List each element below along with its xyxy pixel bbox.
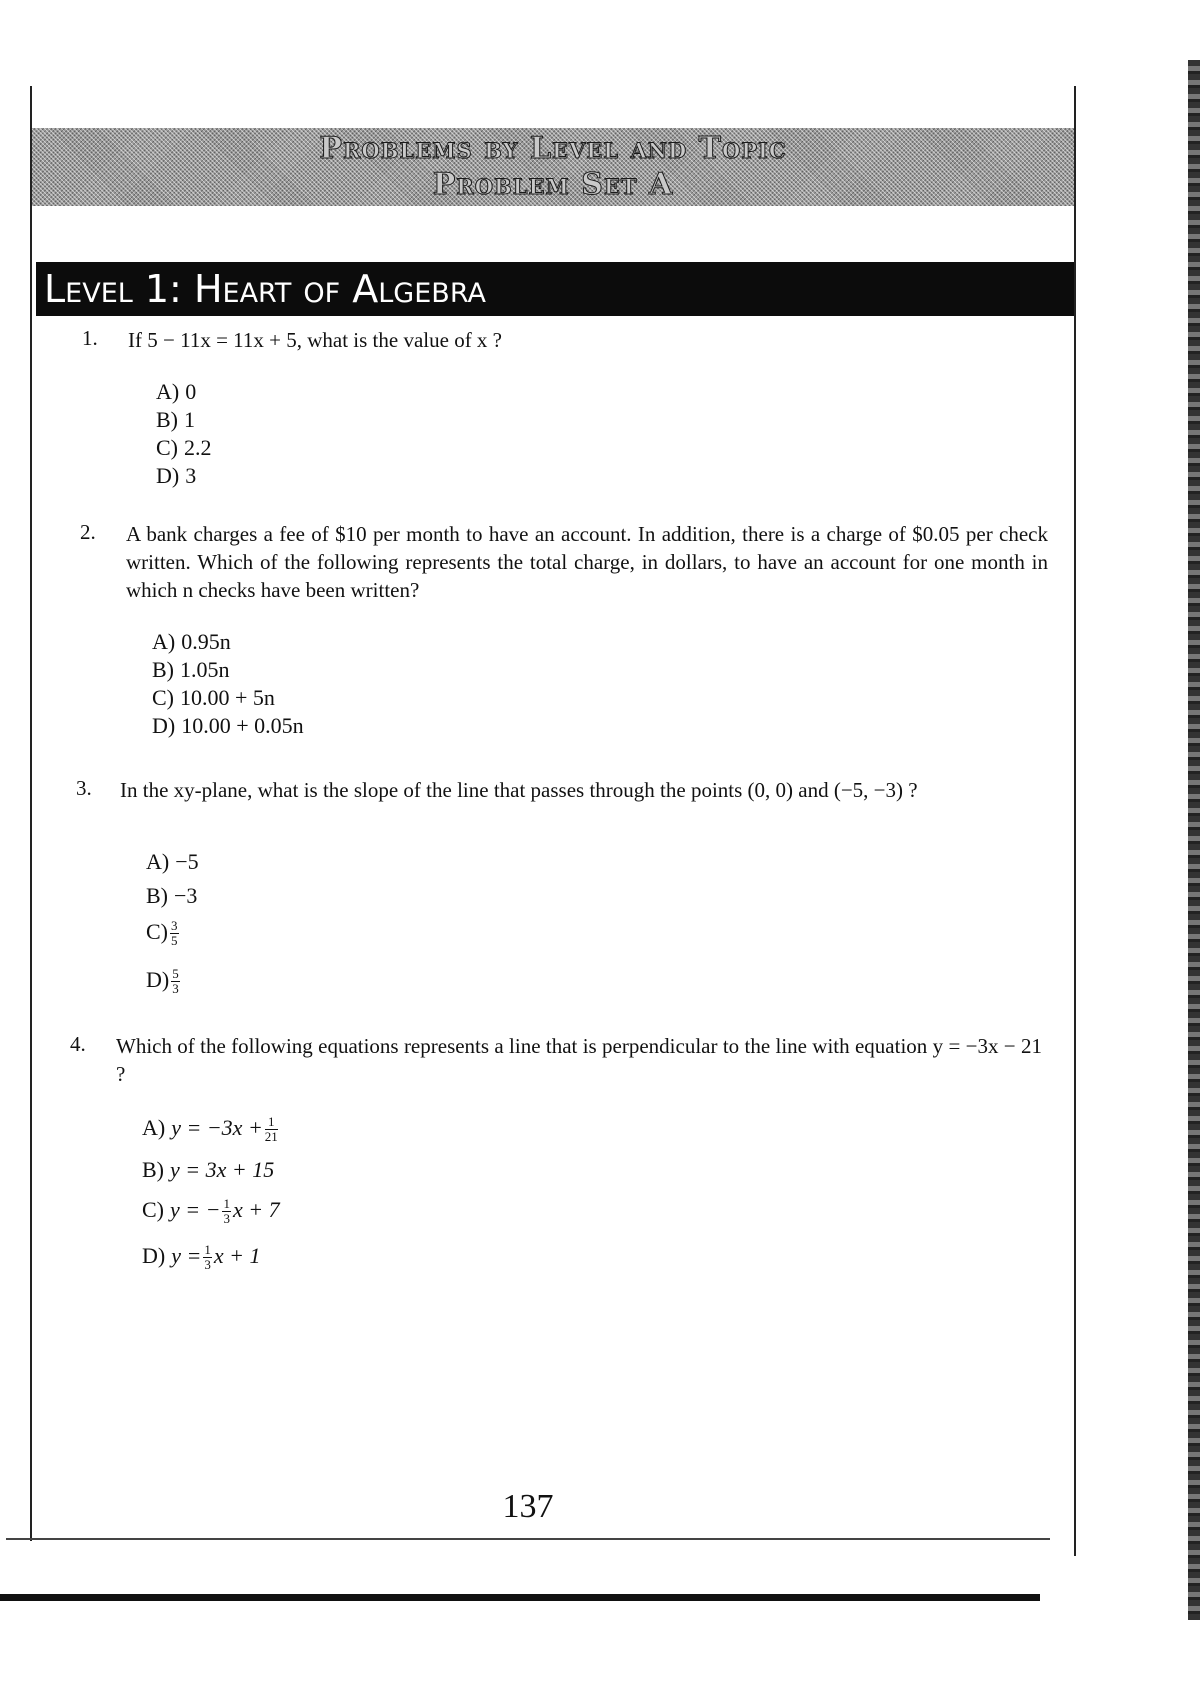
question-text: In the xy-plane, what is the slope of the line that passes through the points (0, 0) and (−5, −3) ?: [120, 778, 918, 802]
question-text: A bank charges a fee of $10 per month to have an account. In addition, there is a charge of $0.05 per check written. Which of the following represents the total charge, in dollars, to have an account for one month in which n checks have been written?: [126, 522, 1048, 602]
question-number: 4.: [70, 1032, 86, 1056]
answer-option: C) $\frac{3}{5}$: [146, 918, 178, 949]
page-frame-bottom: [6, 1538, 1050, 1540]
page-frame-left: [30, 86, 32, 1541]
bottom-rule: [0, 1594, 1040, 1601]
question-text-pre: If: [128, 328, 148, 352]
answer-option: C) 10.00 + 5n: [152, 685, 275, 710]
question-text: Which of the following equations represents a line that is perpendicular to the line with equation y = −3x − 21 ?: [116, 1034, 1042, 1086]
page-frame-right: [1074, 86, 1076, 1556]
answer-option: C) 2.2: [156, 435, 212, 460]
answer-option: B) 1.05n: [152, 657, 230, 682]
answer-option: A) −5: [146, 849, 199, 874]
answer-option: A) 0: [156, 379, 197, 404]
fraction: $\frac{3}{5}$: [171, 918, 178, 949]
answer-option: D) y = $\frac{1}{3}$ x + 1: [142, 1242, 261, 1273]
question-number: 2.: [80, 520, 96, 544]
question-text-post: , what is the value of x ?: [296, 328, 503, 352]
fraction: $\frac{1}{21}$: [264, 1114, 278, 1145]
question-number: 3.: [76, 776, 92, 800]
answer-option: D) 3: [156, 463, 197, 488]
answer-option: C) y = − $\frac{1}{3}$ x + 7: [142, 1196, 280, 1227]
section-header: [36, 262, 1074, 316]
answer-option: D) $\frac{5}{3}$: [146, 966, 179, 997]
banner-subtitle: Problem Set A: [432, 167, 674, 202]
book-spine-edge: [1188, 60, 1200, 1620]
question-number: 1.: [82, 326, 98, 350]
header-banner: [32, 128, 1074, 206]
banner-title: Problems by Level and Topic: [319, 131, 787, 166]
answer-option: A) y = −3x + $\frac{1}{21}$: [142, 1114, 278, 1145]
page-number: 137: [502, 1488, 554, 1525]
answer-option: B) y = 3x + 15: [142, 1157, 275, 1182]
section-title: Level 1: Heart of Algebra: [44, 267, 486, 311]
fraction: $\frac{1}{3}$: [223, 1196, 230, 1227]
answer-option: B) −3: [146, 883, 198, 908]
answer-option: B) 1: [156, 407, 195, 432]
answer-option: A) 0.95n: [152, 629, 231, 654]
fraction: $\frac{5}{3}$: [172, 966, 179, 997]
fraction: $\frac{1}{3}$: [204, 1242, 211, 1273]
question-text: [128, 326, 1028, 354]
question-equation: 5 − 11x = 11x + 5: [147, 328, 297, 352]
answer-option: D) 10.00 + 0.05n: [152, 713, 304, 738]
